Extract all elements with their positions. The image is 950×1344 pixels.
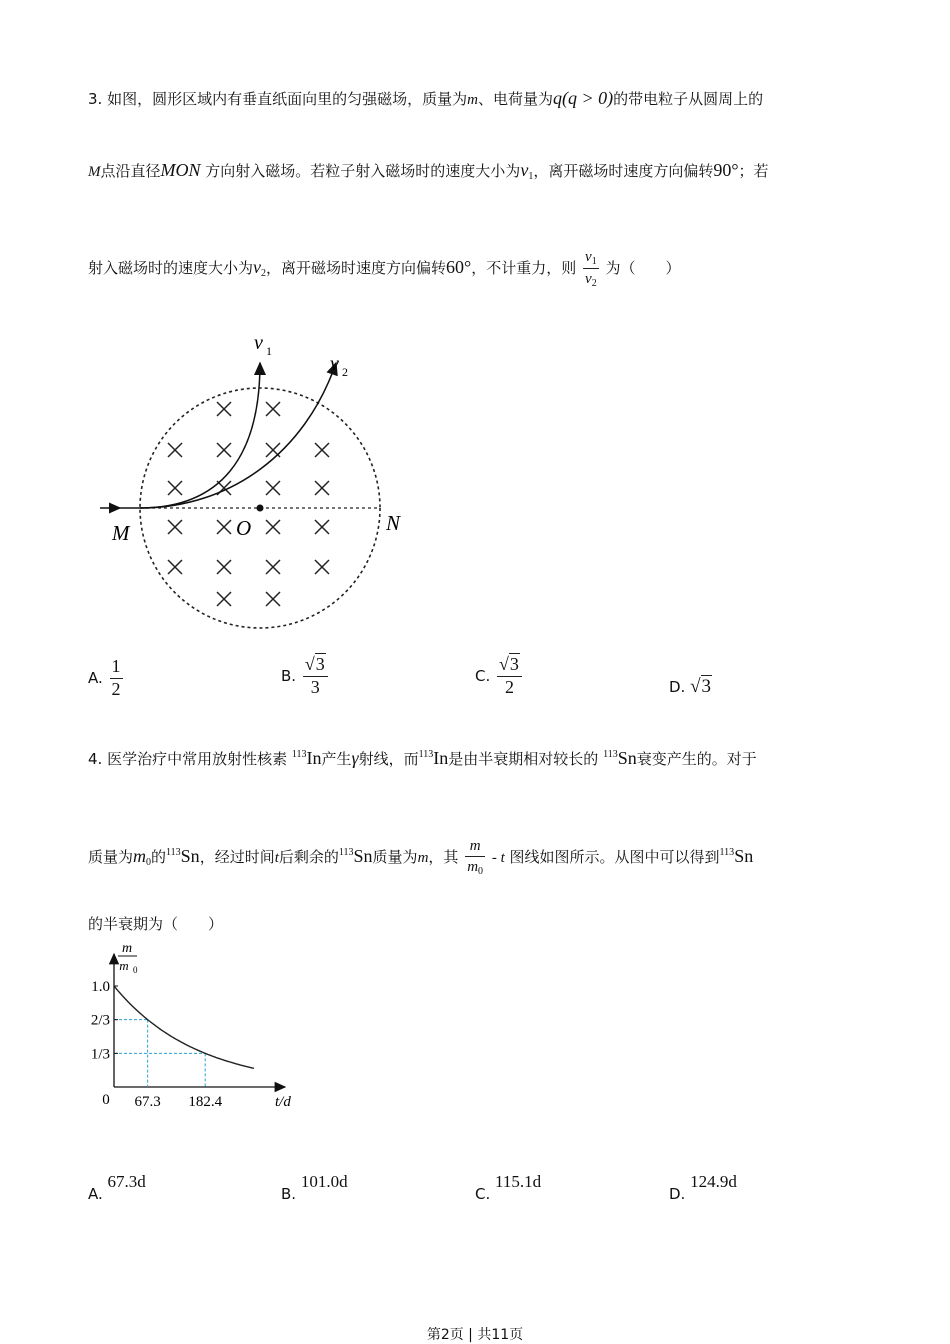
svg-text:1: 1 [266, 344, 272, 358]
center-point-O [257, 505, 264, 512]
q3-option-d[interactable]: D. √3 [669, 676, 712, 697]
page-footer: 第2页 | 共11页 [426, 1327, 524, 1343]
label-O: O [236, 516, 252, 540]
magnetic-field-diagram [90, 328, 420, 638]
decay-curve [114, 986, 254, 1068]
y-axis-label-denominator: m [119, 958, 129, 973]
y-axis-label-numerator: m [121, 941, 133, 956]
label-v1: v [254, 332, 263, 354]
field-cross-marks [168, 402, 329, 606]
q4-option-c[interactable]: C. 115.1d [475, 1172, 542, 1203]
q3-option-b[interactable]: B. $\frac{√3}{3}$ [281, 655, 330, 698]
q4-option-d[interactable]: D. 124.9d [669, 1172, 737, 1203]
q4-line-3: 的半衰期为（ ） [88, 915, 224, 933]
y-tick-label: 2/3 [90, 1012, 110, 1029]
q3-line-2: M点沿直径MON 方向射入磁场。若粒子射入磁场时的速度大小为$v_1$，离开磁场时速度方向偏转90°；若 [88, 160, 769, 182]
x-axis-label: t/d [275, 1094, 291, 1110]
svg-text:2: 2 [342, 365, 348, 379]
q3-option-c[interactable]: C. $\frac{√3}{2}$ [475, 655, 524, 698]
origin-label: 0 [102, 1092, 110, 1108]
svg-text:0: 0 [133, 965, 138, 975]
q4-option-a[interactable]: A. 67.3d [88, 1172, 146, 1203]
y-tick-label: 1/3 [90, 1046, 110, 1063]
label-v2: v [330, 353, 339, 375]
label-M: M [112, 521, 130, 545]
q3-option-a[interactable]: A. $\frac{1}{2}$ [88, 656, 121, 699]
m-over-m0-fraction: $\frac{m}{m_0}$ [467, 838, 484, 877]
x-tick-label: 67.3 [134, 1094, 161, 1110]
decay-chart [80, 938, 310, 1116]
label-N: N [386, 511, 401, 535]
trajectory-v2 [140, 363, 336, 508]
trajectory-v1 [140, 363, 260, 508]
q3-line-3: 射入磁场时的速度大小为$v_2$，离开磁场时速度方向偏转60°，不计重力，则 $\frac{v_1}{v_2}$ 为（ ） [88, 249, 681, 289]
y-tick-label: 1.0 [91, 979, 110, 995]
v1-over-v2-fraction: $\frac{v_1}{v_2}$ [585, 249, 597, 289]
q4-option-b[interactable]: B. 101.0d [281, 1172, 348, 1203]
x-tick-label: 182.4 [188, 1094, 223, 1110]
q4-line-2: 质量为$m_0$的$^{113}$Sn，经过时间t后剩余的$^{113}$Sn质量为m，其 $\frac{m}{m_0}$ - t 图线如图所示。从图中可以得到$^{113}$Sn [88, 838, 754, 877]
q4-line-1: 4. 医学治疗中常用放射性核素 $^{113}$In产生γ射线，而$^{113}$In是由半衰期相对较长的 $^{113}$Sn衰变产生的。对于 [88, 748, 757, 768]
q3-number: 3. [88, 90, 103, 108]
q4-number: 4. [88, 750, 103, 768]
q3-line-1: 3. 如图，圆形区域内有垂直纸面向里的匀强磁场，质量为m、电荷量为q(q > 0)的带电粒子从圆周上的 [88, 88, 764, 108]
